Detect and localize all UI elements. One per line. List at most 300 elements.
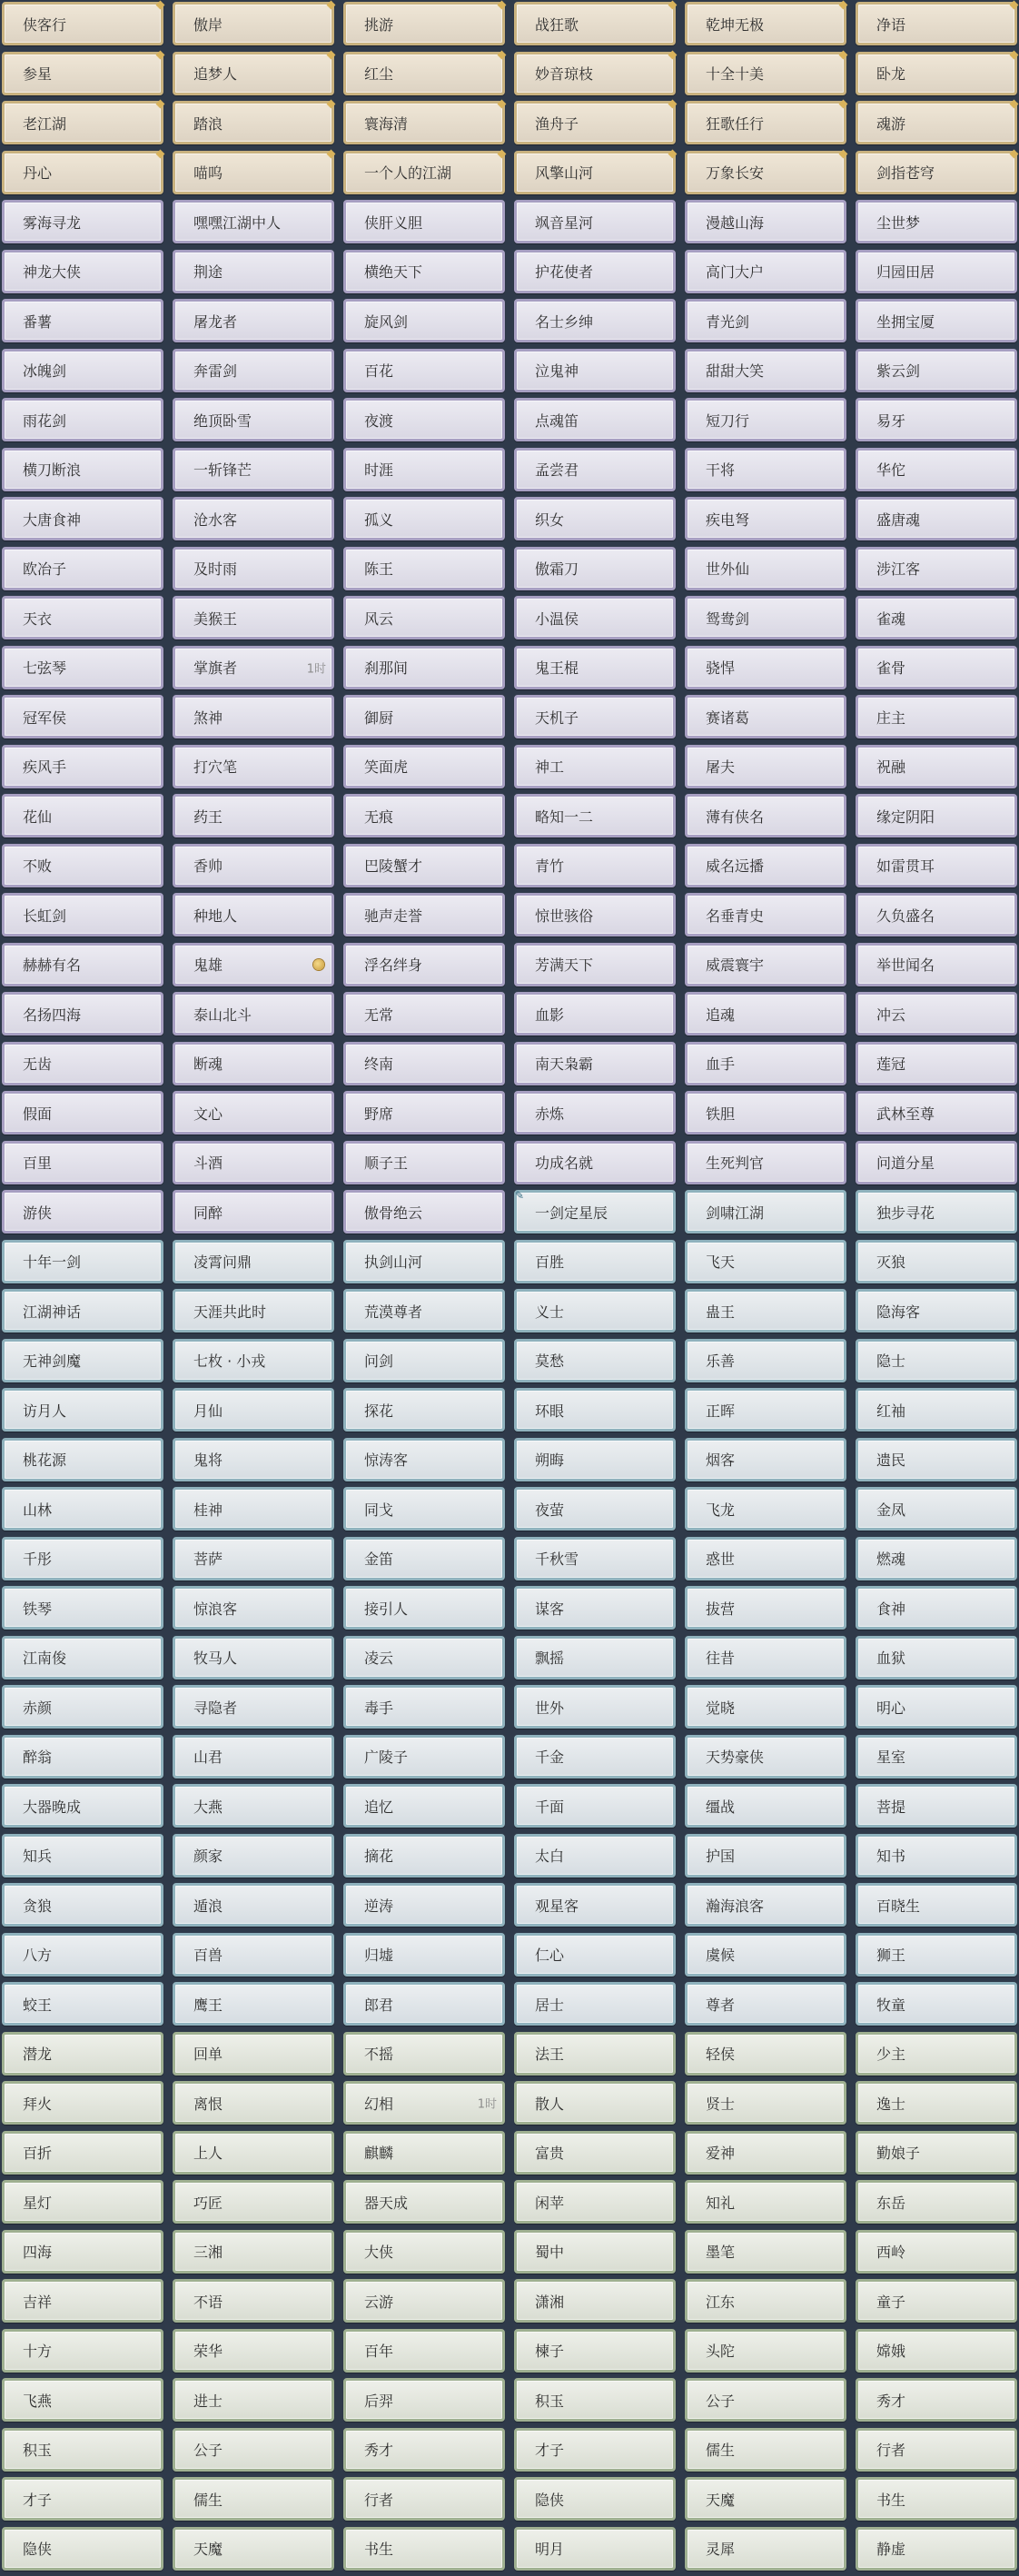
title-cell[interactable] [514,2527,676,2571]
title-cell[interactable] [2,1784,163,1828]
title-cell[interactable] [514,151,676,194]
title-cell[interactable] [173,2081,334,2125]
title-cell[interactable] [173,1586,334,1630]
title-cell[interactable] [343,844,505,887]
title-cell[interactable] [173,151,334,194]
title-cell[interactable] [343,1636,505,1679]
title-cell[interactable] [685,2279,846,2323]
title-cell[interactable] [343,2329,505,2373]
title-cell[interactable] [685,200,846,243]
title-cell[interactable] [343,2180,505,2224]
title-cell[interactable] [2,250,163,293]
title-cell[interactable] [514,1289,676,1333]
title-cell[interactable] [856,547,1017,590]
title-cell[interactable] [2,151,163,194]
title-cell[interactable] [514,448,676,491]
title-cell[interactable] [343,1339,505,1382]
title-cell[interactable] [343,200,505,243]
title-cell[interactable] [173,2131,334,2175]
title-cell[interactable] [2,1834,163,1878]
title-cell[interactable] [343,1834,505,1878]
title-cell[interactable] [173,1636,334,1679]
title-cell[interactable] [685,1735,846,1778]
title-cell[interactable] [856,1735,1017,1778]
title-cell[interactable] [173,844,334,887]
title-cell[interactable] [173,1735,334,1778]
title-cell[interactable] [856,349,1017,392]
title-cell[interactable] [343,2477,505,2521]
title-cell[interactable] [2,2230,163,2274]
title-cell[interactable] [514,1883,676,1927]
title-cell[interactable] [856,1042,1017,1085]
title-cell[interactable] [514,299,676,342]
title-cell[interactable] [514,1042,676,1085]
title-cell[interactable] [856,2527,1017,2571]
title-cell[interactable] [343,794,505,837]
title-cell[interactable] [343,151,505,194]
title-cell[interactable] [173,52,334,95]
title-cell[interactable] [343,1537,505,1580]
title-cell[interactable] [685,1883,846,1927]
title-cell[interactable] [343,893,505,936]
title-cell[interactable] [2,2032,163,2076]
title-cell[interactable] [514,2279,676,2323]
title-cell[interactable] [343,299,505,342]
title-cell[interactable] [343,1042,505,1085]
title-cell[interactable] [2,1636,163,1679]
title-cell[interactable] [685,547,846,590]
title-cell[interactable] [856,2032,1017,2076]
title-cell[interactable] [856,497,1017,540]
title-cell[interactable] [856,200,1017,243]
title-cell[interactable] [2,200,163,243]
title-cell[interactable] [2,1685,163,1729]
title-cell[interactable] [856,250,1017,293]
title-cell[interactable] [173,1537,334,1580]
title-cell[interactable] [173,1982,334,2026]
title-cell[interactable] [173,1438,334,1481]
title-cell[interactable] [2,1388,163,1432]
title-cell[interactable] [2,2279,163,2323]
title-cell[interactable] [685,1388,846,1432]
title-cell[interactable] [343,2131,505,2175]
title-cell[interactable] [343,448,505,491]
title-cell[interactable] [685,52,846,95]
title-cell[interactable] [856,1834,1017,1878]
title-cell[interactable] [2,2527,163,2571]
title-cell[interactable] [514,1685,676,1729]
title-cell[interactable] [514,1438,676,1481]
title-cell[interactable] [685,1784,846,1828]
title-cell[interactable] [173,2180,334,2224]
title-cell[interactable] [856,398,1017,441]
title-cell[interactable] [514,745,676,788]
title-cell[interactable] [173,2,334,45]
title-cell[interactable] [2,349,163,392]
title-cell[interactable] [2,794,163,837]
title-cell[interactable] [685,992,846,1035]
title-cell[interactable] [856,2428,1017,2472]
title-cell[interactable] [173,200,334,243]
title-cell[interactable] [173,1240,334,1283]
title-cell[interactable] [343,497,505,540]
title-cell[interactable] [856,646,1017,689]
title-cell[interactable] [514,2131,676,2175]
title-cell[interactable] [856,2180,1017,2224]
title-cell[interactable] [514,2180,676,2224]
title-cell[interactable] [856,299,1017,342]
title-cell[interactable] [685,1240,846,1283]
title-cell[interactable] [685,943,846,986]
title-cell[interactable] [514,349,676,392]
title-cell[interactable] [856,1487,1017,1531]
title-cell[interactable] [856,1586,1017,1630]
title-cell[interactable] [173,1091,334,1134]
title-cell[interactable] [343,596,505,639]
title-cell[interactable] [685,299,846,342]
title-cell[interactable] [2,398,163,441]
title-cell[interactable] [685,646,846,689]
title-cell[interactable] [856,2131,1017,2175]
title-cell[interactable] [2,497,163,540]
title-cell[interactable] [856,893,1017,936]
title-cell[interactable] [2,2131,163,2175]
title-cell[interactable] [343,2081,505,2125]
title-cell[interactable] [685,1438,846,1481]
title-cell[interactable] [514,1537,676,1580]
title-cell[interactable] [685,1636,846,1679]
title-cell[interactable] [685,1933,846,1977]
title-cell[interactable] [514,2,676,45]
title-cell[interactable] [685,794,846,837]
title-cell[interactable] [514,2329,676,2373]
title-cell[interactable] [2,893,163,936]
title-cell[interactable] [173,943,334,986]
title-cell[interactable] [343,349,505,392]
title-cell[interactable] [343,1784,505,1828]
title-cell[interactable] [514,1190,676,1234]
title-cell[interactable] [856,101,1017,144]
title-cell[interactable] [173,1190,334,1234]
title-cell[interactable] [173,2527,334,2571]
title-cell[interactable] [343,1685,505,1729]
title-cell[interactable] [2,2,163,45]
title-cell[interactable] [514,398,676,441]
title-cell[interactable] [856,1141,1017,1184]
title-cell[interactable] [173,893,334,936]
title-cell[interactable] [343,2032,505,2076]
title-cell[interactable] [2,1289,163,1333]
title-cell[interactable] [856,151,1017,194]
title-cell[interactable] [685,448,846,491]
title-cell[interactable] [856,844,1017,887]
title-cell[interactable] [856,1438,1017,1481]
title-cell[interactable] [2,2081,163,2125]
title-cell[interactable] [343,547,505,590]
title-cell[interactable] [343,2279,505,2323]
title-cell[interactable] [685,1685,846,1729]
title-cell[interactable] [514,992,676,1035]
title-cell[interactable] [514,1339,676,1382]
title-cell[interactable] [514,101,676,144]
title-cell[interactable] [514,2032,676,2076]
title-cell[interactable] [685,1289,846,1333]
title-cell[interactable] [2,2477,163,2521]
title-cell[interactable] [2,2329,163,2373]
title-cell[interactable] [343,2428,505,2472]
title-cell[interactable] [343,943,505,986]
title-cell[interactable] [514,1586,676,1630]
title-cell[interactable] [685,2131,846,2175]
title-cell[interactable] [173,1784,334,1828]
title-cell[interactable] [343,646,505,689]
title-cell[interactable] [514,200,676,243]
title-cell[interactable] [173,1339,334,1382]
title-cell[interactable] [343,2378,505,2422]
title-cell[interactable] [514,1834,676,1878]
title-cell[interactable] [173,250,334,293]
title-cell[interactable] [343,1438,505,1481]
title-cell[interactable] [173,1042,334,1085]
title-cell[interactable] [343,1190,505,1234]
title-cell[interactable] [685,2378,846,2422]
title-cell[interactable] [685,596,846,639]
title-cell[interactable] [173,2279,334,2323]
title-cell[interactable] [173,1933,334,1977]
title-cell[interactable] [685,2477,846,2521]
title-cell[interactable] [514,1141,676,1184]
title-cell[interactable] [2,1735,163,1778]
title-cell[interactable] [685,1339,846,1382]
title-cell[interactable] [514,893,676,936]
title-cell[interactable] [514,1735,676,1778]
title-cell[interactable] [856,2477,1017,2521]
title-cell[interactable] [856,2329,1017,2373]
title-cell[interactable] [514,596,676,639]
title-cell[interactable] [173,1834,334,1878]
title-cell[interactable] [173,448,334,491]
title-cell[interactable] [2,52,163,95]
title-cell[interactable] [173,398,334,441]
title-cell[interactable] [173,1487,334,1531]
title-cell[interactable] [685,2,846,45]
title-cell[interactable] [856,1883,1017,1927]
title-cell[interactable] [2,646,163,689]
title-cell[interactable] [685,1982,846,2026]
title-cell[interactable] [2,1091,163,1134]
title-cell[interactable] [856,1240,1017,1283]
title-cell[interactable] [173,2428,334,2472]
title-cell[interactable] [173,2477,334,2521]
title-cell[interactable] [685,2230,846,2274]
title-cell[interactable] [514,1784,676,1828]
title-cell[interactable] [2,299,163,342]
title-cell[interactable] [2,1537,163,1580]
title-cell[interactable] [173,1289,334,1333]
title-cell[interactable] [2,1883,163,1927]
title-cell[interactable] [2,448,163,491]
title-cell[interactable] [856,1982,1017,2026]
title-cell[interactable] [2,992,163,1035]
title-cell[interactable] [856,1537,1017,1580]
title-cell[interactable] [2,1240,163,1283]
title-cell[interactable] [514,2378,676,2422]
title-cell[interactable] [2,1586,163,1630]
title-cell[interactable] [514,1091,676,1134]
title-cell[interactable] [2,596,163,639]
title-cell[interactable] [856,745,1017,788]
title-cell[interactable] [2,1339,163,1382]
title-cell[interactable] [685,497,846,540]
title-cell[interactable] [343,398,505,441]
title-cell[interactable] [173,1388,334,1432]
title-cell[interactable] [2,695,163,738]
title-cell[interactable] [514,1982,676,2026]
title-cell[interactable] [343,1141,505,1184]
title-cell[interactable] [343,2,505,45]
title-cell[interactable] [2,1141,163,1184]
title-cell[interactable] [856,52,1017,95]
title-cell[interactable] [514,2230,676,2274]
title-cell[interactable] [173,794,334,837]
title-cell[interactable] [685,2032,846,2076]
title-cell[interactable] [514,497,676,540]
title-cell[interactable] [343,1933,505,1977]
title-cell[interactable] [343,1240,505,1283]
title-cell[interactable] [685,151,846,194]
title-cell[interactable] [685,1834,846,1878]
title-cell[interactable] [343,52,505,95]
title-cell[interactable] [856,2081,1017,2125]
title-cell[interactable] [173,547,334,590]
title-cell[interactable] [2,1438,163,1481]
title-cell[interactable] [2,2180,163,2224]
title-cell[interactable] [343,992,505,1035]
title-cell[interactable] [343,1883,505,1927]
title-cell[interactable] [685,349,846,392]
title-cell[interactable] [2,943,163,986]
title-cell[interactable] [343,1388,505,1432]
title-cell[interactable] [856,596,1017,639]
title-cell[interactable] [343,250,505,293]
title-cell[interactable] [514,646,676,689]
title-cell[interactable] [856,1388,1017,1432]
title-cell[interactable] [514,250,676,293]
title-cell[interactable] [514,1933,676,1977]
title-cell[interactable] [514,1487,676,1531]
title-cell[interactable] [2,547,163,590]
title-cell[interactable] [343,2230,505,2274]
title-cell[interactable] [685,2180,846,2224]
title-cell[interactable] [173,2032,334,2076]
title-cell[interactable] [343,695,505,738]
title-cell[interactable] [173,497,334,540]
title-cell[interactable] [685,1487,846,1531]
title-cell[interactable] [685,101,846,144]
title-cell[interactable] [2,2378,163,2422]
title-cell[interactable] [343,101,505,144]
title-cell[interactable] [514,2081,676,2125]
title-cell[interactable] [173,349,334,392]
title-cell[interactable] [685,844,846,887]
title-cell[interactable] [514,2428,676,2472]
title-cell[interactable] [343,1586,505,1630]
title-cell[interactable] [685,2081,846,2125]
title-cell[interactable] [2,101,163,144]
title-cell[interactable] [2,2428,163,2472]
title-cell[interactable] [343,2527,505,2571]
title-cell[interactable] [514,695,676,738]
title-cell[interactable] [856,448,1017,491]
title-cell[interactable] [173,101,334,144]
title-cell[interactable] [856,1636,1017,1679]
title-cell[interactable] [856,1190,1017,1234]
title-cell[interactable] [856,794,1017,837]
title-cell[interactable] [514,52,676,95]
title-cell[interactable] [2,1487,163,1531]
title-cell[interactable] [514,547,676,590]
title-cell[interactable] [685,1091,846,1134]
title-cell[interactable] [514,1240,676,1283]
title-cell[interactable] [2,844,163,887]
title-cell[interactable] [685,1190,846,1234]
title-cell[interactable] [173,1685,334,1729]
title-cell[interactable] [856,1339,1017,1382]
title-cell[interactable] [856,2279,1017,2323]
title-cell[interactable] [173,2378,334,2422]
title-cell[interactable] [343,1289,505,1333]
title-cell[interactable] [343,1735,505,1778]
title-cell[interactable] [2,745,163,788]
title-cell[interactable] [343,1487,505,1531]
title-cell[interactable] [514,794,676,837]
title-cell[interactable] [2,1190,163,1234]
title-cell[interactable] [514,1388,676,1432]
title-cell[interactable] [856,1091,1017,1134]
title-cell[interactable] [685,2329,846,2373]
title-cell[interactable] [2,1982,163,2026]
title-cell[interactable] [856,695,1017,738]
title-cell[interactable] [2,1933,163,1977]
title-cell[interactable] [343,1091,505,1134]
title-cell[interactable] [685,2428,846,2472]
title-cell[interactable] [514,943,676,986]
title-cell[interactable] [173,2230,334,2274]
title-cell[interactable] [685,250,846,293]
title-cell[interactable] [173,1883,334,1927]
title-cell[interactable] [514,1636,676,1679]
title-cell[interactable] [685,745,846,788]
title-cell[interactable] [856,992,1017,1035]
title-cell[interactable] [173,646,334,689]
title-cell[interactable] [514,2477,676,2521]
title-cell[interactable] [173,2329,334,2373]
title-cell[interactable] [685,2527,846,2571]
title-cell[interactable] [685,1141,846,1184]
title-cell[interactable] [685,893,846,936]
title-cell[interactable] [173,1141,334,1184]
title-cell[interactable] [685,1537,846,1580]
title-cell[interactable] [856,1289,1017,1333]
title-cell[interactable] [856,2378,1017,2422]
title-cell[interactable] [856,1685,1017,1729]
title-cell[interactable] [514,844,676,887]
title-cell[interactable] [173,745,334,788]
title-cell[interactable] [856,1933,1017,1977]
title-cell[interactable] [856,943,1017,986]
title-cell[interactable] [2,1042,163,1085]
title-cell[interactable] [856,2,1017,45]
